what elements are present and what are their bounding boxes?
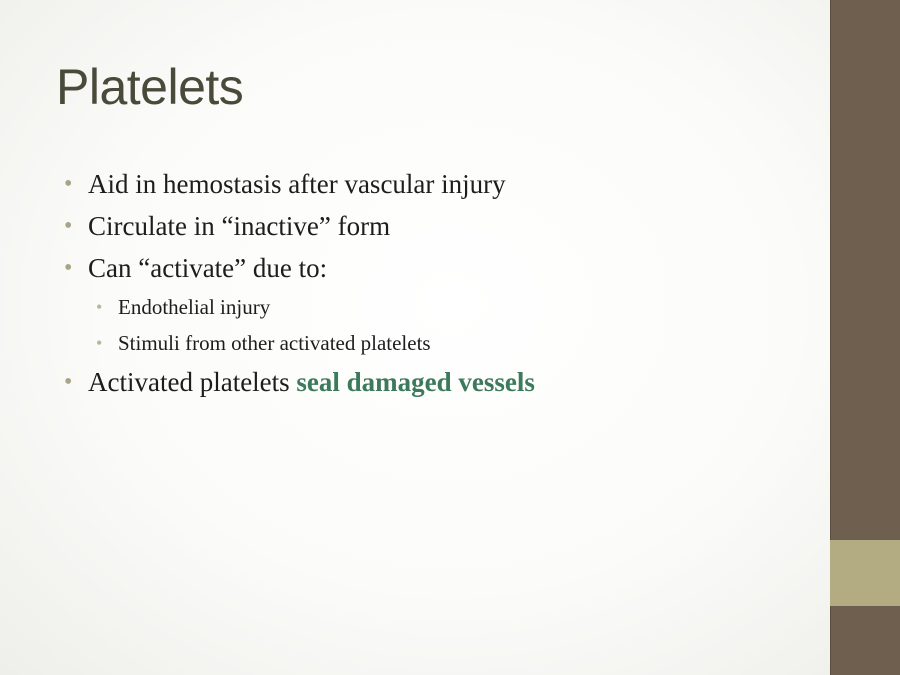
- sub-bullet-item: [90, 325, 802, 361]
- bullet-dot-icon: •: [64, 255, 73, 281]
- sidebar-accent-block: [830, 540, 900, 606]
- sub-bullet-list: [88, 289, 802, 361]
- bullet-dot-icon: •: [64, 171, 73, 197]
- bullet-item: [62, 205, 802, 247]
- bullet-dot-icon: •: [64, 213, 73, 239]
- slide-title: Platelets: [56, 59, 244, 115]
- bullet-text: Aid in hemostasis after vascular injury: [88, 169, 506, 199]
- bullet-dot-icon: •: [64, 369, 73, 395]
- sub-bullet-item: [90, 289, 802, 325]
- bullet-text: Circulate in “inactive” form: [88, 211, 391, 241]
- highlight-text: seal damaged vessels: [296, 367, 535, 397]
- bullet-dot-icon: •: [96, 297, 103, 317]
- sub-bullet-text: Endothelial injury: [118, 295, 271, 319]
- sub-bullet-text: Stimuli from other activated platelets: [118, 331, 431, 355]
- bullet-item: [62, 361, 802, 403]
- bullet-text: Can “activate” due to:: [88, 253, 328, 283]
- bullet-list: [62, 163, 802, 403]
- bullet-item: [62, 247, 802, 361]
- bullet-dot-icon: •: [96, 333, 103, 353]
- bullet-item: [62, 163, 802, 205]
- bullet-text: Activated platelets: [88, 367, 297, 397]
